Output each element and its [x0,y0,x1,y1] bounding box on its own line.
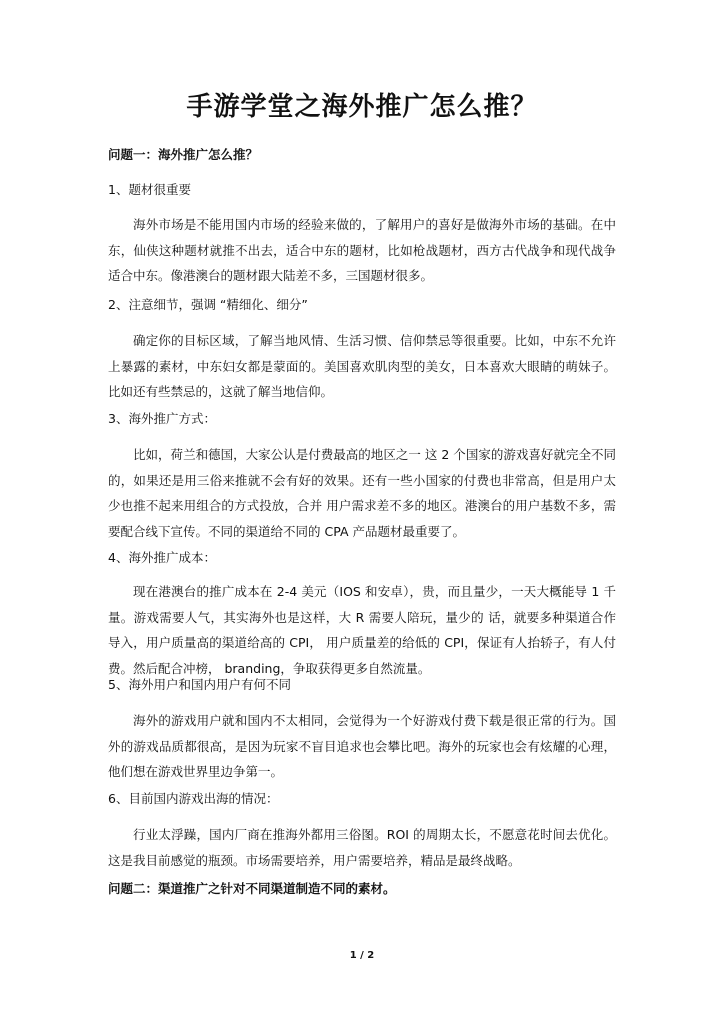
section-4-heading: 4、海外推广成本： [108,550,216,565]
document-title: 手游学堂之海外推广怎么推？ [186,92,538,122]
question-one: 问题一：海外推广怎么推？ [108,147,259,162]
question-two: 问题二：渠道推广之针对不同渠道制造不同的素材。 [108,881,396,896]
section-4-paragraph: 现在港澳台的推广成本在 2-4 美元（IOS 和安卓），贵，而且量少，一天大概能导 1 千量。游戏需要人气，其实海外也是这样，大 R 需要人陪玩，量少的 话，就要多种渠道合作导入，用户质量高的渠道给高的 CPI， 用户质量差的给低的 CPI，保证有人抬轿子，有人付费。然后配合冲榜， branding，争取获得更多自然流量。 [108,584,616,676]
section-3-heading: 3、海外推广方式： [108,411,216,426]
section-6-paragraph: 行业太浮躁，国内厂商在推海外都用三俗图。ROI 的周期太长，不愿意花时间去优化。这是我目前感觉的瓶颈。市场需要培养，用户需要培养，精品是最终战略。 [108,827,616,868]
section-5-paragraph: 海外的游戏用户就和国内不太相同，会觉得为一个好游戏付费下载是很正常的行为。国外的游戏品质都很高，是因为玩家不盲目追求也会攀比吧。海外的玩家也会有炫耀的心理，他们想在游戏世界里边争第一。 [108,713,616,779]
section-2-paragraph: 确定你的目标区域，了解当地风情、生活习惯、信仰禁忌等很重要。比如，中东不允许上暴露的素材，中东妇女都是蒙面的。美国喜欢肌肉型的美女，日本喜欢大眼睛的萌妹子。比如还有些禁忌的，这就了解当地信仰。 [108,333,616,399]
section-5-heading: 5、海外用户和国内用户有何不同 [108,677,291,692]
section-6-heading: 6、目前国内游戏出海的情况： [108,791,279,806]
section-3-paragraph: 比如，荷兰和德国，大家公认是付费最高的地区之一 这 2 个国家的游戏喜好就完全不同的，如果还是用三俗来推就不会有好的效果。还有一些小国家的付费也非常高，但是用户太少也推不起来用组合的方式投放，合并 用户需求差不多的地区。港澳台的用户基数不多，需要配合线下宣传。不同的渠道给不同的 CPA 产品题材最重要了。 [108,447,616,539]
section-1-heading: 1、题材很重要 [108,182,191,197]
page-number: 1 / 2 [349,950,375,961]
section-1-paragraph: 海外市场是不能用国内市场的经验来做的，了解用户的喜好是做海外市场的基础。在中东，仙侠这种题材就推不出去，适合中东的题材，比如枪战题材，西方古代战争和现代战争适合中东。像港澳台的题材跟大陆差不多，三国题材很多。 [108,217,616,283]
section-2-heading: 2、注意细节，强调 “精细化、细分” [108,297,308,312]
